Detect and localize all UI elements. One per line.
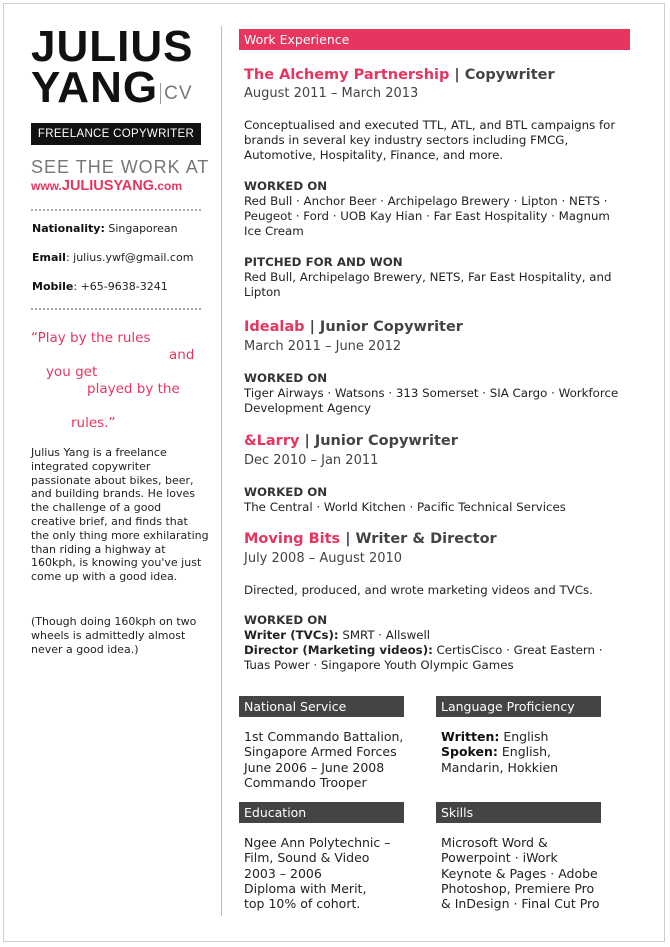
- job-title: [244, 433, 458, 449]
- worked-on-list: The Central · World Kitchen · Pacific Technical Services: [244, 500, 566, 514]
- quote-line: rules.”: [71, 415, 116, 431]
- nationality-label: Nationality:: [32, 222, 105, 235]
- dotted-divider: [31, 209, 201, 213]
- education-body: [244, 835, 391, 911]
- job-title: [244, 531, 497, 547]
- quote-line: you get: [46, 364, 98, 380]
- national-service-header: National Service: [239, 696, 404, 717]
- job-description: Conceptualised and executed TTL, ATL, and BTL campaigns for brands in several key industry sectors including FMCG, Automotive, Hospitality, Finance, and more.: [244, 118, 616, 162]
- job-dates: July 2008 – August 2010: [244, 551, 403, 566]
- spoken-value: English,: [497, 744, 551, 760]
- website-link[interactable]: [31, 178, 182, 194]
- worked-on-label: WORKED ON: [244, 371, 328, 385]
- column-divider: [221, 26, 222, 916]
- director-line: [244, 643, 622, 673]
- edu-line: 2003 – 2006: [244, 865, 322, 881]
- site-suffix: .com: [154, 179, 183, 193]
- worked-on-label: WORKED ON: [244, 485, 328, 499]
- language-header: Language Proficiency: [436, 696, 601, 717]
- job-title: [244, 319, 463, 335]
- writer-line: [244, 628, 622, 643]
- job-role: | Junior Copywriter: [299, 433, 458, 449]
- job-dates: March 2011 – June 2012: [244, 339, 402, 354]
- skills-line: Microsoft Word &: [441, 835, 548, 850]
- skills-line: & InDesign · Final Cut Pro: [441, 896, 600, 912]
- mobile-label: Mobile: [32, 280, 74, 293]
- job-role: | Copywriter: [449, 67, 555, 83]
- worked-on-list: Red Bull · Anchor Beer · Archipelago Brewery · Lipton · NETS · Peugeot · Ford · UOB Kay Hian · Far East Hospitality · Magnum Ice Cream: [244, 194, 610, 238]
- worked-on-list: [244, 628, 622, 673]
- skills-header: Skills: [436, 802, 601, 823]
- company-name: &Larry: [244, 433, 300, 449]
- job-dates: Dec 2010 – Jan 2011: [244, 453, 379, 468]
- nationality-value: Singaporean: [104, 222, 178, 235]
- mobile-value: : +65-9638-3241: [73, 280, 168, 293]
- edu-line: Film, Sound & Video: [244, 850, 370, 866]
- work-experience-header: Work Experience: [239, 29, 630, 50]
- spoken-label: Spoken:: [441, 744, 498, 760]
- cv-label: CV: [160, 83, 192, 104]
- skills-line: Photoshop, Premiere Pro: [441, 880, 595, 896]
- written-line: [441, 729, 558, 744]
- language-body: [441, 729, 558, 775]
- company-name: Moving Bits: [244, 531, 341, 547]
- email-value[interactable]: : julius.ywf@gmail.com: [65, 251, 194, 264]
- bio-paragraph: (Though doing 160kph on two wheels is admittedly almost never a good idea.): [31, 615, 197, 656]
- national-service-body: [244, 729, 403, 790]
- education-header: Education: [239, 802, 404, 823]
- site-name: JULIUSYANG: [61, 178, 155, 194]
- pitched-list: Red Bull, Archipelago Brewery, NETS, Far East Hospitality, and Lipton: [244, 270, 612, 299]
- job-title: [244, 67, 555, 83]
- worked-on-label: WORKED ON: [244, 179, 328, 193]
- ns-line: Commando Trooper: [244, 774, 367, 790]
- email-label: Email: [32, 251, 66, 264]
- see-work-label: SEE THE WORK AT: [31, 157, 210, 177]
- nationality: [32, 222, 178, 235]
- edu-line: Ngee Ann Polytechnic –: [244, 835, 391, 850]
- email: [32, 251, 193, 264]
- writer-value: SMRT · Allswell: [338, 628, 431, 642]
- ns-line: June 2006 – June 2008: [244, 759, 385, 775]
- skills-body: [441, 835, 600, 911]
- job-description: Directed, produced, and wrote marketing videos and TVCs.: [244, 583, 593, 597]
- quote-line: played by the: [87, 381, 180, 397]
- tagline: FREELANCE COPYWRITER: [31, 123, 201, 145]
- director-value: CertisCisco · Great Eastern · Tuas Power · Singapore Youth Olympic Games: [244, 643, 603, 672]
- dotted-divider: [31, 308, 201, 312]
- quote-line: and: [169, 347, 195, 363]
- company-name: The Alchemy Partnership: [244, 67, 450, 83]
- bio-paragraph: Julius Yang is a freelance integrated copywriter passionate about bikes, beer, and building brands. He loves the challenge of a good creative brief, and finds that the only thing more exhilarating than riding a highway at 160kph, is knowing you've just come up with a good idea.: [31, 446, 209, 584]
- job-dates: August 2011 – March 2013: [244, 86, 419, 101]
- edu-line: top 10% of cohort.: [244, 896, 361, 912]
- ns-line: 1st Commando Battalion,: [244, 729, 404, 744]
- ns-line: Singapore Armed Forces: [244, 744, 397, 760]
- director-label: Director (Marketing videos):: [244, 643, 433, 657]
- first-name: JULIUS: [31, 22, 194, 71]
- writer-label: Writer (TVCs):: [244, 628, 339, 642]
- name-heading: [31, 22, 194, 114]
- site-prefix: www.: [31, 179, 62, 193]
- worked-on-list: Tiger Airways · Watsons · 313 Somerset · SIA Cargo · Workforce Development Agency: [244, 386, 619, 415]
- company-name: Idealab: [244, 319, 305, 335]
- quote-line: “Play by the rules: [31, 330, 151, 346]
- written-value: English: [499, 729, 549, 744]
- job-role: | Junior Copywriter: [304, 319, 463, 335]
- last-name: YANG: [31, 63, 159, 112]
- spoken-line-2: Mandarin, Hokkien: [441, 759, 559, 775]
- mobile: [32, 280, 168, 293]
- skills-line: Keynote & Pages · Adobe: [441, 865, 598, 881]
- job-role: | Writer & Director: [340, 531, 497, 547]
- edu-line: Diploma with Merit,: [244, 880, 367, 896]
- written-label: Written:: [441, 729, 500, 744]
- worked-on-label: WORKED ON: [244, 613, 328, 627]
- spoken-line: [441, 744, 558, 759]
- pitched-label: PITCHED FOR AND WON: [244, 255, 403, 269]
- skills-line: Powerpoint · iWork: [441, 850, 558, 866]
